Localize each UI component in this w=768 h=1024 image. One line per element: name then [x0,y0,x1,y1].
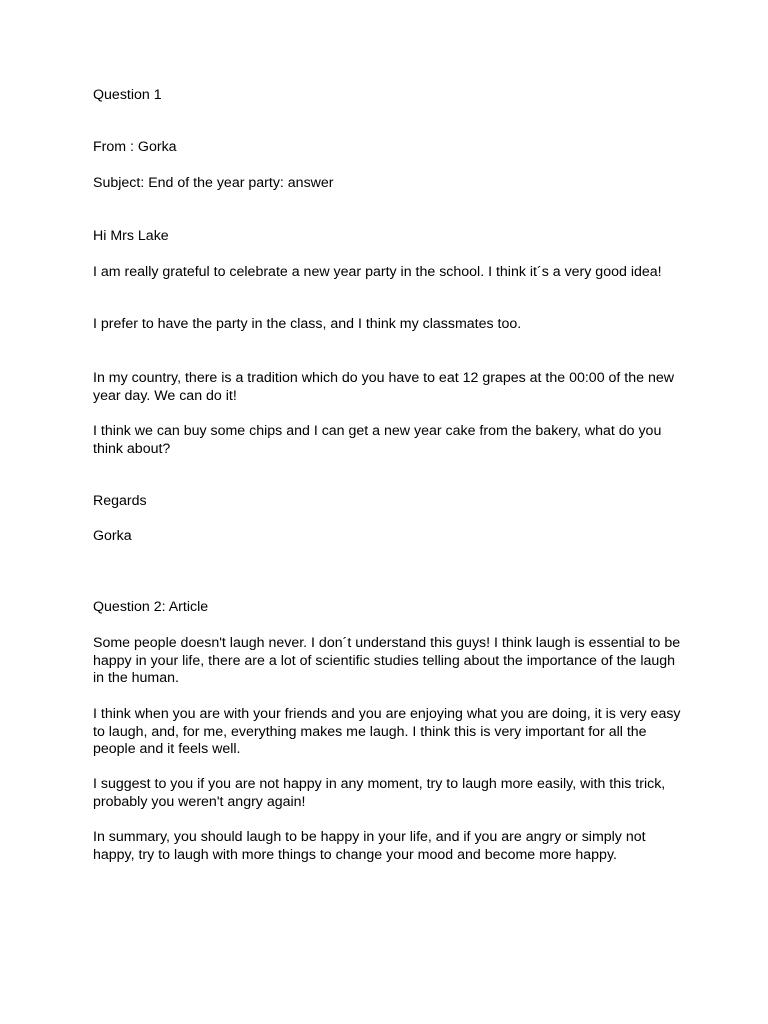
email-paragraph-2: I prefer to have the party in the class, and I think my classmates too. [93,316,522,332]
article-paragraph-4: In summary, you should laugh to be happy in your life, and if you are angry or simply not happy, try to laugh with more things to change your mood and become more happy. [93,829,646,863]
article-paragraph-2: I think when you are with your friends and you are enjoying what you are doing, it is very easy to laugh, and, for me, everything makes me laugh. I think this is very important for all the people and it feels well. [93,706,681,758]
email-paragraph-3: In my country, there is a tradition which do you have to eat 12 grapes at the 00:00 of the new year day. We can do it! [93,370,674,404]
email-signature: Gorka [93,528,132,544]
email-paragraph-4: I think we can buy some chips and I can get a new year cake from the bakery, what do you think about? [93,423,662,457]
article-paragraph-3: I suggest to you if you are not happy in any moment, try to laugh more easily, with this trick, probably you weren't angry again! [93,776,666,810]
email-greeting: Hi Mrs Lake [93,228,169,244]
email-from: From : Gorka [93,139,177,155]
email-closing: Regards [93,493,147,509]
email-paragraph-1: I am really grateful to celebrate a new year party in the school. I think it´s a very good idea! [93,264,662,280]
question-2-heading: Question 2: Article [93,599,209,615]
article-paragraph-1: Some people doesn't laugh never. I don´t understand this guys! I think laugh is essential to be happy in your life, there are a lot of scientific studies telling about the importance of the laugh in the human. [93,635,681,687]
email-subject: Subject: End of the year party: answer [93,175,334,191]
question-1-heading: Question 1 [93,87,162,103]
